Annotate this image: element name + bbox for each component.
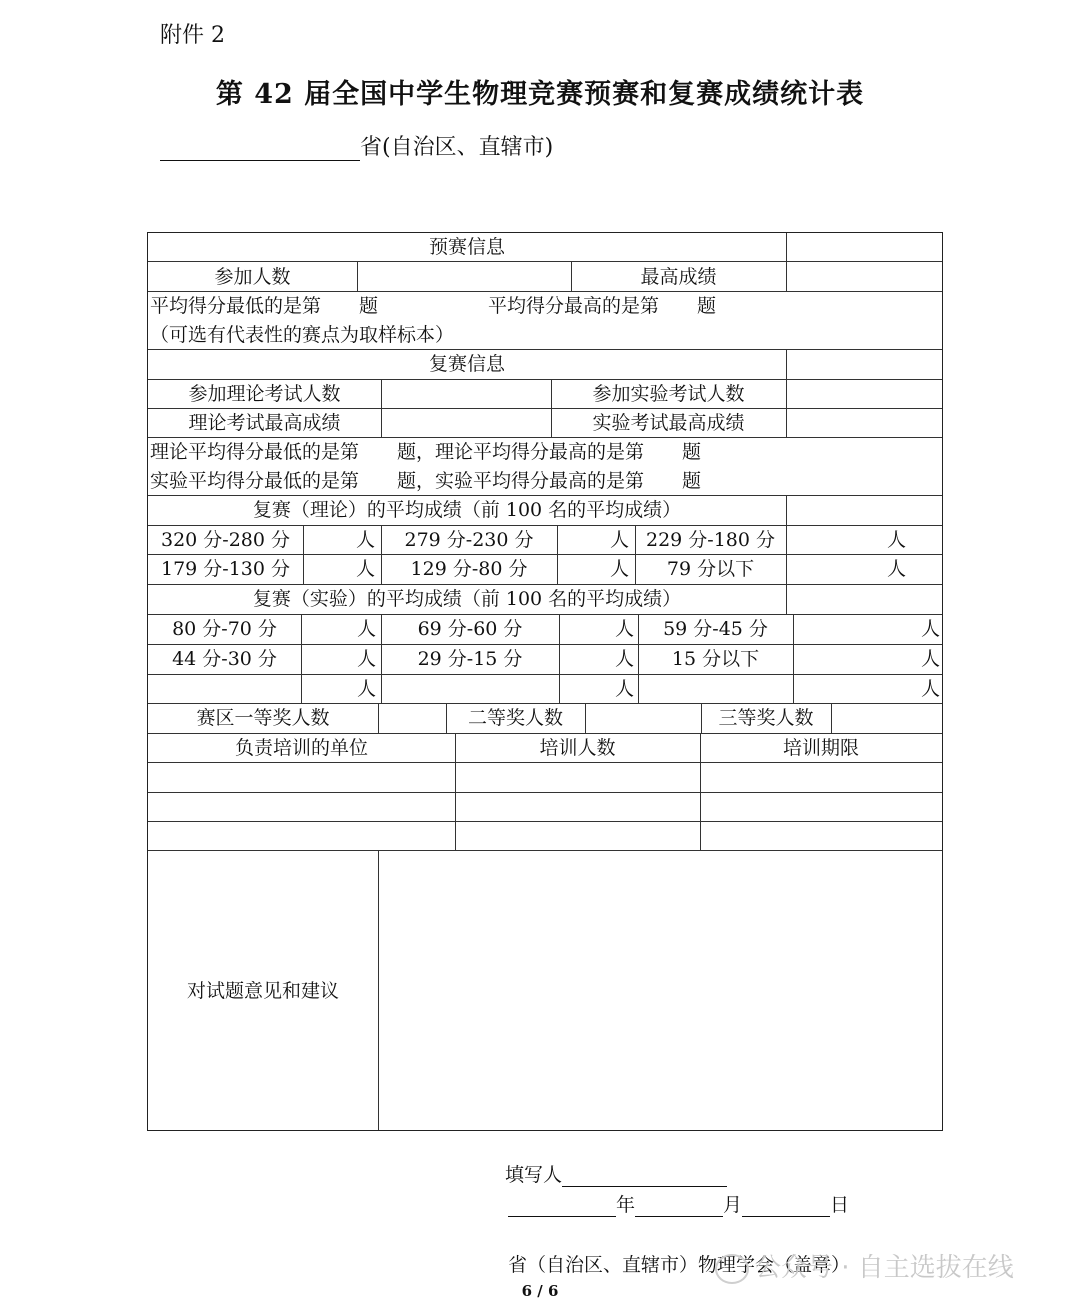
exp-range: 80 分-70 分 bbox=[172, 618, 277, 640]
person-unit: 人 bbox=[921, 618, 941, 640]
prelim-lowest-question: 平均得分最低的是第 题 bbox=[150, 295, 379, 317]
watermark-text: 公众号 · 自主选拔在线 bbox=[755, 1253, 1014, 1283]
exp-top-label: 实验考试最高成绩 bbox=[592, 412, 745, 434]
person-unit: 人 bbox=[921, 678, 941, 700]
theory-dist-heading: 复赛（理论）的平均成绩（前 100 名的平均成绩） bbox=[252, 499, 682, 521]
exp-range: 29 分-15 分 bbox=[417, 648, 523, 670]
prelim-top-score-label: 最高成绩 bbox=[640, 266, 717, 288]
person-unit: 人 bbox=[610, 529, 630, 551]
theory-range: 320 分-280 分 bbox=[160, 529, 291, 551]
society-stamp-label: 省（自治区、直辖市）物理学会（盖章） bbox=[508, 1254, 851, 1276]
prelim-section-title: 预赛信息 bbox=[428, 236, 505, 258]
year-blank bbox=[508, 1190, 616, 1217]
theory-question-line: 理论平均得分最低的是第 题，理论平均得分最高的是第 题 bbox=[150, 441, 702, 463]
year-label: 年 bbox=[616, 1194, 636, 1216]
person-unit: 人 bbox=[887, 529, 907, 551]
person-unit: 人 bbox=[610, 558, 630, 580]
day-label: 日 bbox=[830, 1194, 850, 1216]
person-unit: 人 bbox=[615, 618, 635, 640]
date-line bbox=[508, 1190, 849, 1217]
exp-range: 59 分-45 分 bbox=[663, 618, 768, 640]
prelim-highest-question: 平均得分最高的是第 题 bbox=[488, 295, 717, 317]
person-unit: 人 bbox=[921, 648, 941, 670]
attachment-label: 附件 2 bbox=[160, 23, 225, 48]
exp-range: 69 分-60 分 bbox=[417, 618, 523, 640]
person-unit: 人 bbox=[615, 678, 635, 700]
person-unit: 人 bbox=[357, 648, 377, 670]
training-unit-header: 负责培训的单位 bbox=[234, 737, 368, 759]
theory-range: 129 分-80 分 bbox=[410, 558, 528, 580]
person-unit: 人 bbox=[356, 529, 376, 551]
feedback-label: 对试题意见和建议 bbox=[186, 980, 339, 1002]
third-prize-label: 三等奖人数 bbox=[718, 707, 814, 729]
theory-range: 179 分-130 分 bbox=[160, 558, 291, 580]
second-prize-label: 二等奖人数 bbox=[467, 707, 563, 729]
watermark bbox=[715, 1247, 1014, 1284]
person-unit: 人 bbox=[356, 558, 376, 580]
month-label: 月 bbox=[723, 1194, 743, 1216]
filler-label: 填写人 bbox=[505, 1164, 563, 1186]
theory-range: 279 分-230 分 bbox=[404, 529, 534, 551]
prelim-sample-note: （可选有代表性的赛点为取样标本） bbox=[150, 324, 455, 346]
province-suffix: 省(自治区、直辖市) bbox=[360, 135, 554, 160]
exp-range: 15 分以下 bbox=[671, 648, 760, 670]
filler-line bbox=[505, 1160, 727, 1187]
person-unit: 人 bbox=[887, 558, 907, 580]
wechat-icon bbox=[715, 1254, 749, 1284]
month-blank bbox=[635, 1190, 723, 1217]
person-unit: 人 bbox=[357, 678, 377, 700]
exp-question-line: 实验平均得分最低的是第 题，实验平均得分最高的是第 题 bbox=[150, 470, 702, 492]
day-blank bbox=[742, 1190, 830, 1217]
province-blank bbox=[160, 134, 360, 161]
final-section-title: 复赛信息 bbox=[428, 353, 505, 375]
training-period-header: 培训期限 bbox=[782, 737, 859, 759]
training-count-header: 培训人数 bbox=[539, 737, 616, 759]
person-unit: 人 bbox=[615, 648, 635, 670]
statistics-table bbox=[147, 232, 943, 1131]
filler-blank bbox=[562, 1160, 727, 1187]
exp-participants-label: 参加实验考试人数 bbox=[592, 383, 745, 405]
page-title: 第 42 届全国中学生物理竞赛预赛和复赛成绩统计表 bbox=[215, 79, 865, 110]
theory-range: 79 分以下 bbox=[666, 558, 755, 580]
theory-top-label: 理论考试最高成绩 bbox=[188, 412, 341, 434]
theory-participants-label: 参加理论考试人数 bbox=[188, 383, 341, 405]
person-unit: 人 bbox=[357, 618, 377, 640]
theory-range: 229 分-180 分 bbox=[645, 529, 776, 551]
page-number: 6 / 6 bbox=[521, 1282, 559, 1300]
exp-range: 44 分-30 分 bbox=[172, 648, 277, 670]
exp-dist-heading: 复赛（实验）的平均成绩（前 100 名的平均成绩） bbox=[252, 588, 682, 610]
first-prize-label: 赛区一等奖人数 bbox=[196, 707, 330, 729]
province-line bbox=[160, 130, 553, 161]
prelim-participants-label: 参加人数 bbox=[214, 266, 291, 288]
